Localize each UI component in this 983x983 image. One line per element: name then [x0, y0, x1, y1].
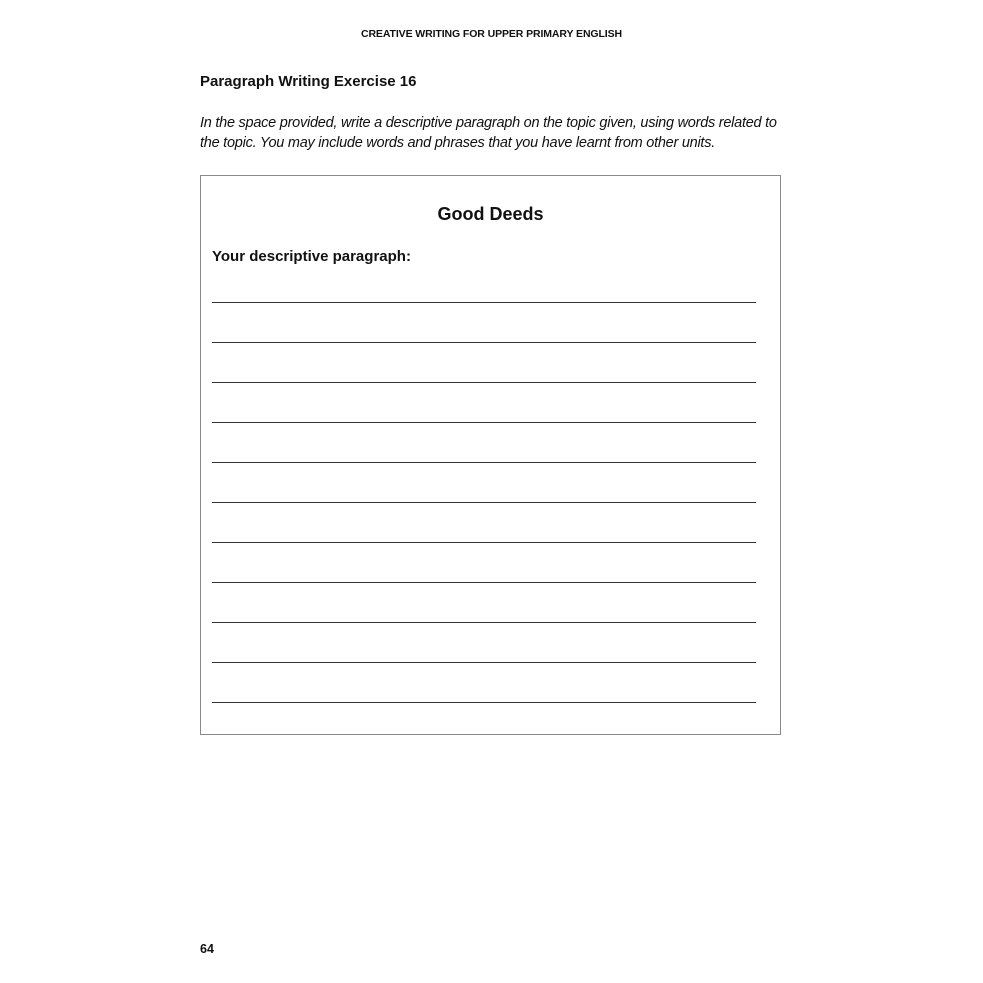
exercise-instructions: In the space provided, write a descriptive paragraph on the topic given, using words related to the topic. You may include words and phrases that you have learnt from other units. [200, 115, 777, 151]
writing-line [212, 502, 756, 503]
writing-line [212, 462, 756, 463]
writing-line [212, 662, 756, 663]
paragraph-prompt: Your descriptive paragraph: [212, 248, 411, 265]
writing-line [212, 342, 756, 343]
writing-line [212, 622, 756, 623]
topic-title: Good Deeds [437, 204, 544, 224]
writing-line [212, 542, 756, 543]
writing-line [212, 382, 756, 383]
exercise-heading: Paragraph Writing Exercise 16 [200, 73, 417, 90]
writing-line [212, 582, 756, 583]
writing-line [212, 702, 756, 703]
writing-line [212, 422, 756, 423]
writing-line [212, 302, 756, 303]
page-number: 64 [200, 942, 214, 956]
running-header: CREATIVE WRITING FOR UPPER PRIMARY ENGLISH [360, 28, 623, 40]
